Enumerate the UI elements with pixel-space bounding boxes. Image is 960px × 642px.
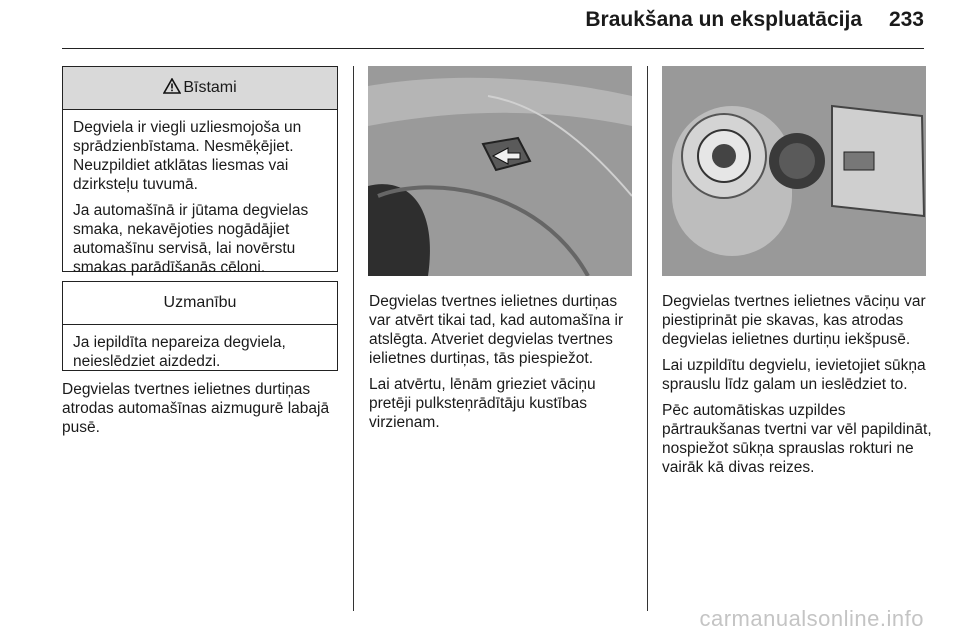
- caution-paragraph: Ja iepildīta nepareiza degviela, neieslēdziet aizdedzi.: [73, 334, 286, 370]
- body-paragraph: Degvielas tvertnes ielietnes durtiņas atrodas automašīnas aizmugurē labajā pusē.: [62, 381, 330, 436]
- body-paragraph: Degvielas tvertnes ielietnes durtiņas var atvērt tikai tad, kad automašīna ir atslēgta. Atveriet degvielas tvertnes ielietnes durtiņas, tās piespiežot.: [369, 293, 624, 367]
- column-1-text: [62, 380, 340, 444]
- caution-box-title: Uzmanību: [163, 294, 237, 311]
- caution-box-header: [63, 282, 337, 325]
- caution-box: [62, 281, 338, 371]
- danger-box: [62, 66, 338, 276]
- column-divider-left: [353, 66, 354, 611]
- danger-paragraph: Ja automašīnā ir jūtama degvielas smaka, nekavējoties nogādājiet automašīnu servisā, lai novērstu smakas parādīšanās cēloni.: [73, 202, 309, 276]
- body-paragraph: Pēc automātiskas uzpildes pārtraukšanas tvertni var vēl papildināt, nospiežot sūkņa sprauslas rokturi ne vairāk kā divas reizes.: [662, 402, 932, 476]
- danger-box-title: Bīstami: [183, 79, 237, 96]
- column-2-text: [369, 292, 637, 439]
- column-3-text: [662, 292, 932, 484]
- fuel-cap-illustration: [662, 66, 926, 276]
- body-paragraph: Lai atvērtu, lēnām grieziet vāciņu pretēji pulksteņrādītāju kustības virzienam.: [369, 376, 596, 431]
- danger-paragraph: Degviela ir viegli uzliesmojoša un sprādzienbīstama. Nesmēķējiet. Neuzpildiet atklātas liesmas vai dzirksteļu tuvumā.: [73, 119, 302, 193]
- header-rule: [62, 48, 924, 49]
- body-paragraph: Degvielas tvertnes ielietnes vāciņu var piestiprināt pie skavas, kas atrodas degvielas ielietnes durtiņu iekšpusē.: [662, 293, 926, 348]
- fuel-door-illustration: [368, 66, 632, 276]
- watermark: carmanualsonline.info: [699, 606, 924, 631]
- warning-triangle-icon: [163, 78, 181, 99]
- column-divider-right: [647, 66, 648, 611]
- danger-box-header: [63, 67, 337, 110]
- body-paragraph: Lai uzpildītu degvielu, ievietojiet sūkņa sprauslu līdz galam un ieslēdziet to.: [662, 357, 926, 393]
- header-title: Braukšana un ekspluatācija: [585, 8, 862, 31]
- page-number: 233: [888, 8, 924, 31]
